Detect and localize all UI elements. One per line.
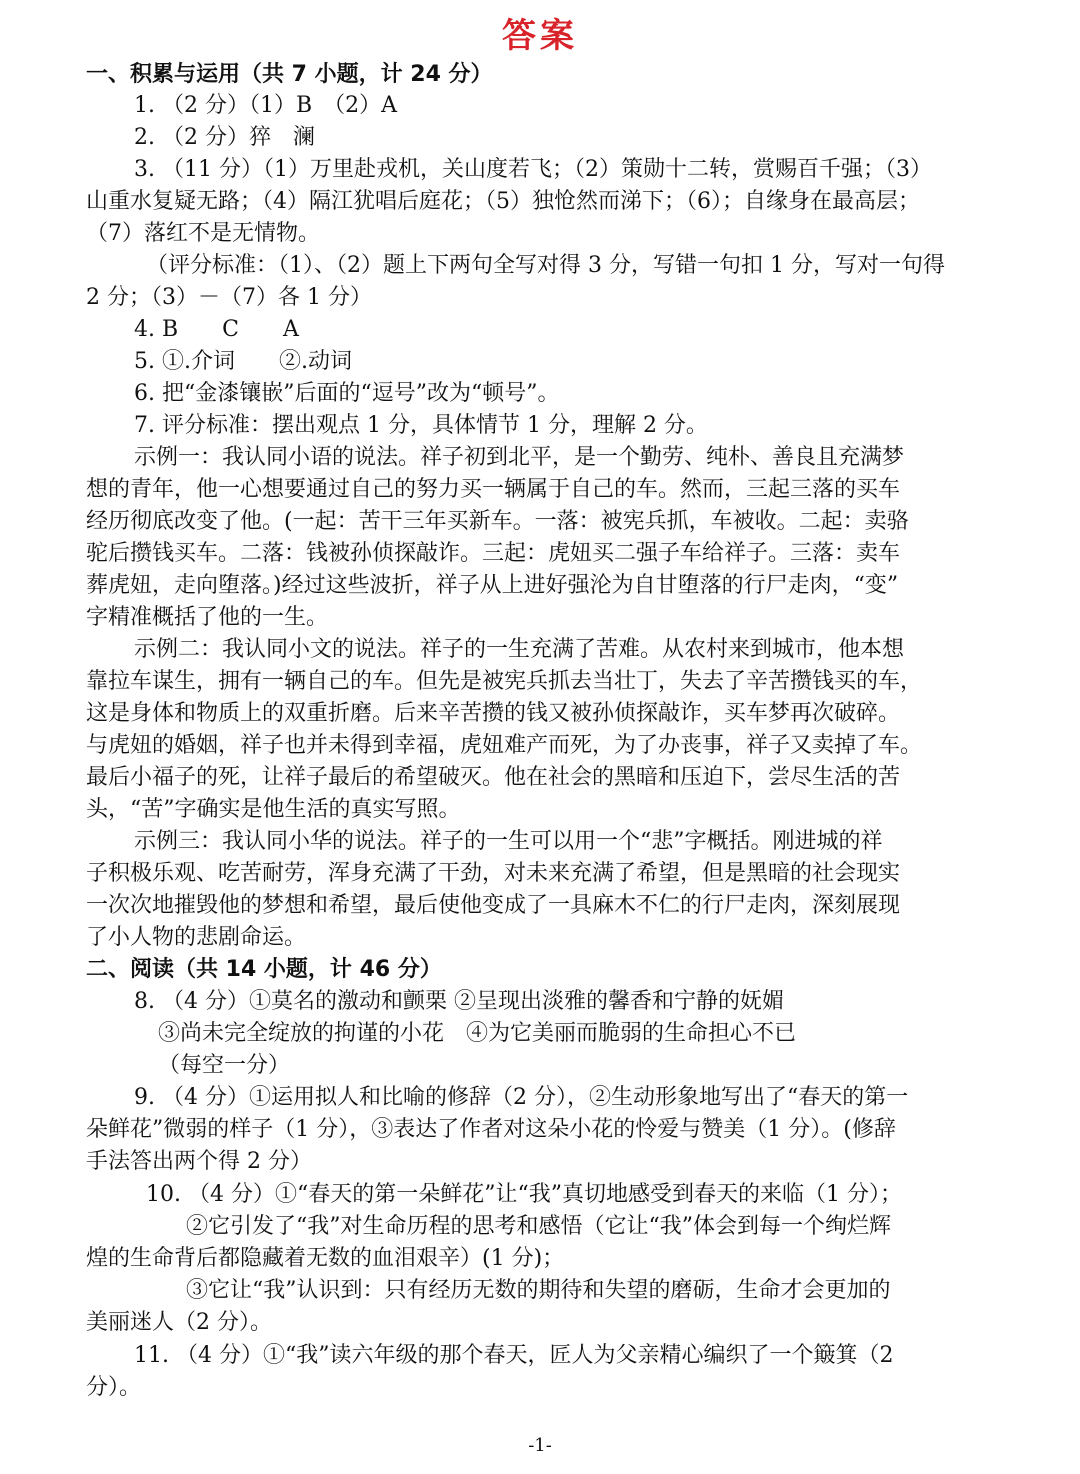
page-title: 答案 (502, 16, 578, 56)
example-paragraph: 头，“苦”字确实是他生活的真实写照。 (86, 797, 461, 822)
example-paragraph: 最后小福子的死，让祥子最后的希望破灭。他在社会的黑暗和压迫下，尝尽生活的苦 (86, 765, 901, 790)
answer-line: 9. （4 分）①运用拟人和比喻的修辞（2 分），②生动形象地写出了“春天的第一 (134, 1085, 909, 1110)
scoring-note: （评分标准：（1）、（2）题上下两句全写对得 3 分，写错一句扣 1 分，写对一句得 (146, 253, 945, 278)
answer-line: 朵鲜花”微弱的样子（1 分），③表达了作者对这朵小花的怜爱与赞美（1 分）。(修辞 (86, 1117, 896, 1142)
answer-line: 美丽迷人（2 分）。 (86, 1310, 272, 1335)
answer-line: 11. （4 分）①“我”读六年级的那个春天，匠人为父亲精心编织了一个簸箕（2 (134, 1343, 894, 1368)
answer-line: 8. （4 分）①莫名的激动和颤栗 ②呈现出淡雅的馨香和宁静的妩媚 (134, 989, 784, 1014)
answer-line: 山重水复疑无路；（4）隔江犹唱后庭花；（5）独怆然而涕下；（6）；自缘身在最高层； (86, 189, 920, 214)
page-number: -1- (528, 1435, 552, 1456)
answer-line: ②它引发了“我”对生命历程的思考和感悟（它让“我”体会到每一个绚烂辉 (186, 1214, 891, 1239)
answer-line: 2. （2 分）猝 澜 (134, 125, 315, 150)
example-paragraph: 与虎妞的婚姻，祥子也并未得到幸福，虎妞难产而死，为了办丧事，祥子又卖掉了车。 (86, 733, 923, 758)
example-paragraph: 字精准概括了他的一生。 (86, 605, 329, 630)
example-paragraph: 靠拉车谋生，拥有一辆自己的车。但先是被宪兵抓去当壮丁，失去了辛苦攒钱买的车， (86, 669, 923, 694)
section-heading-2: 二、阅读（共 14 小题，计 46 分） (86, 957, 442, 982)
section-heading-1: 一、积累与运用（共 7 小题，计 24 分） (86, 62, 493, 87)
answer-line: 10. （4 分）①“春天的第一朵鲜花”让“我”真切地感受到春天的来临（1 分）； (146, 1182, 902, 1207)
example-paragraph: 葬虎妞，走向堕落。)经过这些波折，祥子从上进好强沦为自甘堕落的行尸走肉，“变” (86, 573, 899, 598)
answer-line: ③尚未完全绽放的拘谨的小花 ④为它美丽而脆弱的生命担心不已 (158, 1021, 797, 1046)
example-paragraph: 驼后攒钱买车。二落：钱被孙侦探敲诈。三起：虎妞买二强子车给祥子。三落：卖车 (86, 541, 901, 566)
example-paragraph: 子积极乐观、吃苦耐劳，浑身充满了干劲，对未来充满了希望，但是黑暗的社会现实 (86, 861, 901, 886)
answer-line: （每空一分） (158, 1053, 291, 1078)
answer-line: （7）落红不是无情物。 (86, 221, 320, 246)
answer-line: 6. 把“金漆镶嵌”后面的“逗号”改为“顿号”。 (134, 381, 560, 406)
example-paragraph: 经历彻底改变了他。(一起：苦干三年买新车。一落：被宪兵抓，车被收。二起：卖骆 (86, 509, 909, 534)
example-paragraph: 示例二：我认同小文的说法。祥子的一生充满了苦难。从农村来到城市，他本想 (134, 637, 905, 662)
answer-line: 1. （2 分）（1）B （2）A (134, 93, 398, 118)
example-paragraph: 想的青年，他一心想要通过自己的努力买一辆属于自己的车。然而，三起三落的买车 (86, 477, 901, 502)
answer-line: 3. （11 分）（1）万里赴戎机，关山度若飞；（2）策勋十二转，赏赐百千强；（3） (134, 157, 932, 182)
example-paragraph: 示例三：我认同小华的说法。祥子的一生可以用一个“悲”字概括。刚进城的祥 (134, 829, 883, 854)
answer-line: 分）。 (86, 1375, 142, 1400)
answer-line: 手法答出两个得 2 分） (86, 1149, 312, 1174)
example-paragraph: 示例一：我认同小语的说法。祥子初到北平，是一个勤劳、纯朴、善良且充满梦 (134, 445, 905, 470)
answer-line: 5. ①.介词 ②.动词 (134, 349, 352, 374)
example-paragraph: 了小人物的悲剧命运。 (86, 925, 307, 950)
answer-line: 4. B C A (134, 317, 299, 342)
answer-line: ③它让“我”认识到：只有经历无数的期待和失望的磨砺，生命才会更加的 (186, 1278, 891, 1303)
answer-line: 7. 评分标准：摆出观点 1 分，具体情节 1 分，理解 2 分。 (134, 413, 708, 438)
scoring-note: 2 分；（3）－（7）各 1 分） (86, 285, 372, 310)
answer-line: 煌的生命背后都隐藏着无数的血泪艰辛）(1 分)； (86, 1246, 565, 1271)
example-paragraph: 一次次地摧毁他的梦想和希望，最后使他变成了一具麻木不仁的行尸走肉，深刻展现 (86, 893, 901, 918)
example-paragraph: 这是身体和物质上的双重折磨。后来辛苦攒的钱又被孙侦探敲诈，买车梦再次破碎。 (86, 701, 901, 726)
